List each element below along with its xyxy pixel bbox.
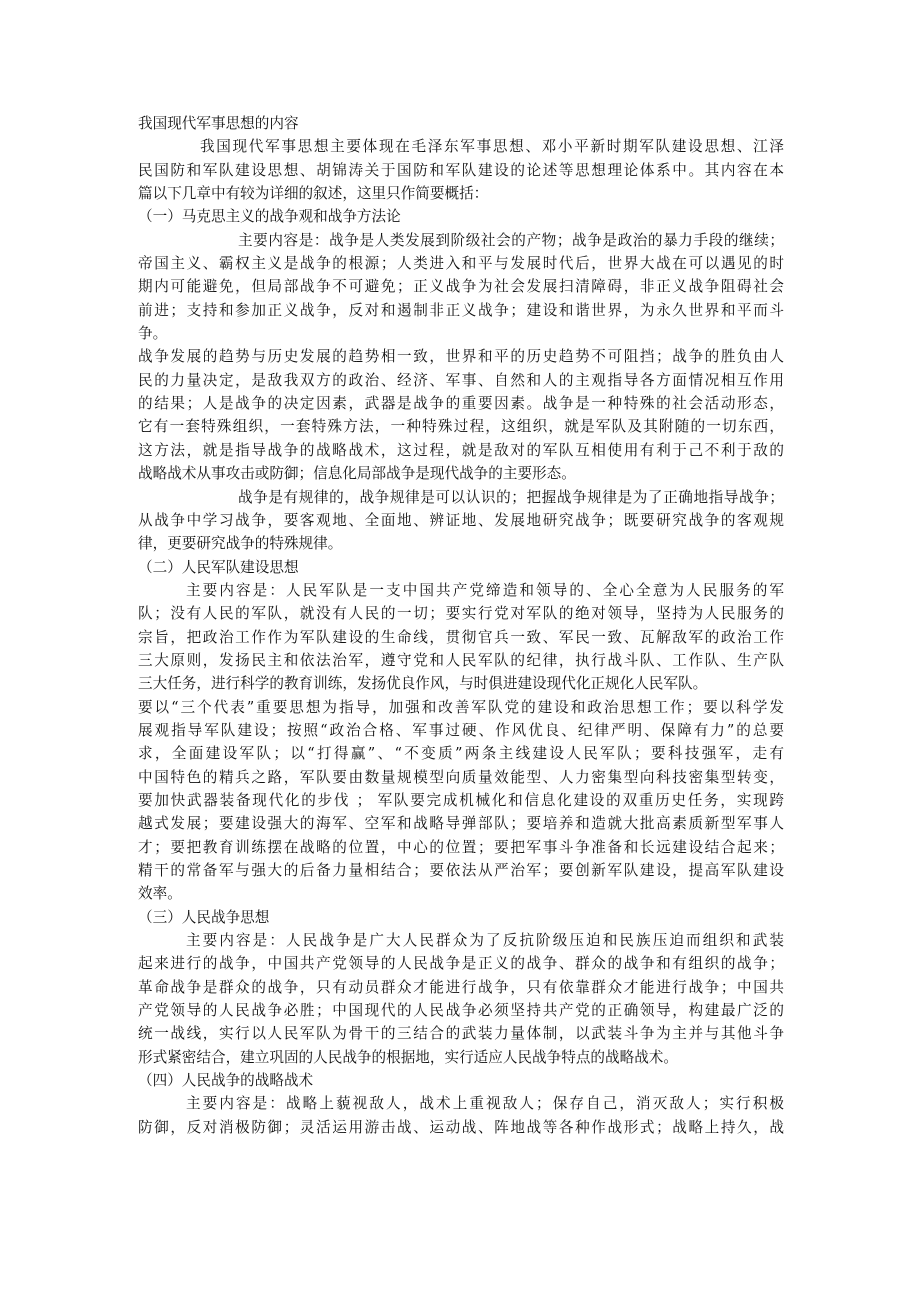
- text-line: 要加快武器装备现代化的步伐 ； 军队要完成机械化和信息化建设的双重历史任务，实现跨: [138, 791, 784, 809]
- section1-paragraph-3: [138, 486, 784, 556]
- text-line: 帝国主义、霸权主义是战争的根源；人类进入和平与发展时代后，世界大战在可以遇见的时: [138, 255, 784, 273]
- text-line: 篇以下几章中有较为详细的叙述，这里只作简要概括：: [138, 185, 489, 203]
- text-line: 革命战争是群众的战争，只有动员群众才能进行战争，只有依靠群众才能进行战争；中国共: [138, 978, 784, 996]
- text-line: 宗旨，把政治工作作为军队建设的生命线，贯彻官兵一致、军民一致、瓦解敌军的政治工作: [138, 628, 784, 646]
- text-line: 中国特色的精兵之路，军队要由数量规模型向质量效能型、人力密集型向科技密集型转变，: [138, 768, 784, 786]
- text-line: 民国防和军队建设思想、胡锦涛关于国防和军队建设的论述等思想理论体系中。其内容在本: [138, 161, 784, 179]
- text-line: 队；没有人民的军队，就没有人民的一切；要实行党对军队的绝对领导，坚持为人民服务的: [138, 605, 784, 623]
- section2-paragraph-1: [138, 579, 784, 696]
- text-line: 战争是有规律的，战争规律是可以认识的；把握战争规律是为了正确地指导战争；: [238, 488, 784, 506]
- text-line: 产党领导的人民战争必胜；中国现代的人民战争必须坚持共产党的正确领导，构建最广泛的: [138, 1002, 784, 1020]
- section4-paragraph-1: [138, 1092, 784, 1139]
- text-line: 统一战线，实行以人民军队为骨干的三结合的武装力量体制，以武装斗争为主并与其他斗争: [138, 1025, 784, 1043]
- section-heading-1: （一）马克思主义的战争观和战争方法论: [138, 208, 401, 226]
- text-line: 它有一套特殊组织，一套特殊方法，一种特殊过程，这组织，就是军队及其附随的一切东西，: [138, 418, 784, 436]
- text-line: 展观指导军队建设；按照“政治合格、军事过硬、作风优良、纪律严明、保障有力”的总要: [138, 721, 784, 739]
- text-line: 越式发展；要建设强大的海军、空军和战略导弹部队；要培养和造就大批高素质新型军事人: [138, 815, 784, 833]
- section1-paragraph-1: [138, 229, 784, 346]
- text-line: 民的力量决定，是敌我双方的政治、经济、军事、自然和人的主观指导各方面情况相互作用: [138, 371, 784, 389]
- text-line: 三大任务，进行科学的教育训练，发扬优良作风，与时俱进建设现代化正规化人民军队。: [138, 675, 708, 693]
- text-line: 精干的常备军与强大的后备力量相结合；要依法从严治军；要创新军队建设，提高军队建设: [138, 862, 784, 879]
- text-line: 主要内容是：战争是人类发展到阶级社会的产物；战争是政治的暴力手段的继续；: [238, 231, 784, 249]
- section1-paragraph-2: [138, 345, 784, 485]
- text-line: 的结果；人是战争的决定因素，武器是战争的重要因素。战争是一种特殊的社会活动形态，: [138, 395, 784, 413]
- text-line: 战略战术从事攻击或防御；信息化局部战争是现代战争的主要形态。: [138, 465, 576, 483]
- text-line: 防御，反对消极防御；灵活运用游击战、运动战、阵地战等各种作战形式；战略上持久，战: [138, 1118, 784, 1136]
- document-title: 我国现代军事思想的内容: [138, 115, 299, 132]
- text-line: 求，全面建设军队；以“打得赢”、“不变质”两条主线建设人民军队；要科技强军，走有: [138, 745, 784, 763]
- section2-paragraph-2: [138, 696, 784, 906]
- section-heading-4: （四）人民战争的战略战术: [138, 1072, 314, 1090]
- text-line: 从战争中学习战争，要客观地、全面地、辨证地、发展地研究战争；既要研究战争的客观规: [138, 511, 784, 529]
- text-line: 才；要把教育训练摆在战略的位置，中心的位置；要把军事斗争准备和长远建设结合起来；: [138, 838, 784, 856]
- text-line: 要以“三个代表”重要思想为指导，加强和改善军队党的建设和政治思想工作；要以科学发: [138, 698, 784, 716]
- intro-paragraph: [138, 135, 784, 205]
- text-line: 这方法，就是指导战争的战略战术，这过程，就是敌对的军队互相使用有利于己不利于敌的: [138, 441, 784, 459]
- text-line: 战争发展的趋势与历史发展的趋势相一致，世界和平的历史趋势不可阻挡；战争的胜负由人: [138, 348, 784, 366]
- text-line: 主要内容是：战略上藐视敌人，战术上重视敌人；保存自己，消灭敌人；实行积极: [186, 1095, 784, 1113]
- section-heading-3: （三）人民战争思想: [138, 908, 270, 926]
- text-line: 我国现代军事思想主要体现在毛泽东军事思想、邓小平新时期军队建设思想、江泽: [200, 138, 784, 156]
- text-line: 主要内容是：人民军队是一支中国共产党缔造和领导的、全心全意为人民服务的军: [186, 581, 784, 599]
- text-line: 形式紧密结合，建立巩固的人民战争的根据地，实行适应人民战争特点的战略战术。: [138, 1048, 678, 1066]
- text-line: 三大原则，发扬民主和依法治军，遵守党和人民军队的纪律，执行战斗队、工作队、生产队: [138, 651, 784, 669]
- section3-paragraph-1: [138, 929, 784, 1069]
- section-heading-2: （二）人民军队建设思想: [138, 558, 299, 576]
- text-line: 争。: [138, 325, 168, 343]
- text-line: 期内可能避免，但局部战争不可避免；正义战争为社会发展扫清障碍，非正义战争阻碍社会: [138, 278, 784, 296]
- text-line: 效率。: [138, 885, 182, 903]
- text-line: 律，更要研究战争的特殊规律。: [138, 535, 343, 553]
- text-line: 前进；支持和参加正义战争，反对和遏制非正义战争；建设和谐世界，为永久世界和平而斗: [138, 301, 784, 319]
- document-page: [138, 112, 784, 1139]
- text-line: 主要内容是：人民战争是广大人民群众为了反抗阶级压迫和民族压迫而组织和武装: [186, 932, 784, 950]
- text-line: 起来进行的战争，中国共产党领导的人民战争是正义的战争、群众的战争和有组织的战争；: [138, 955, 784, 973]
